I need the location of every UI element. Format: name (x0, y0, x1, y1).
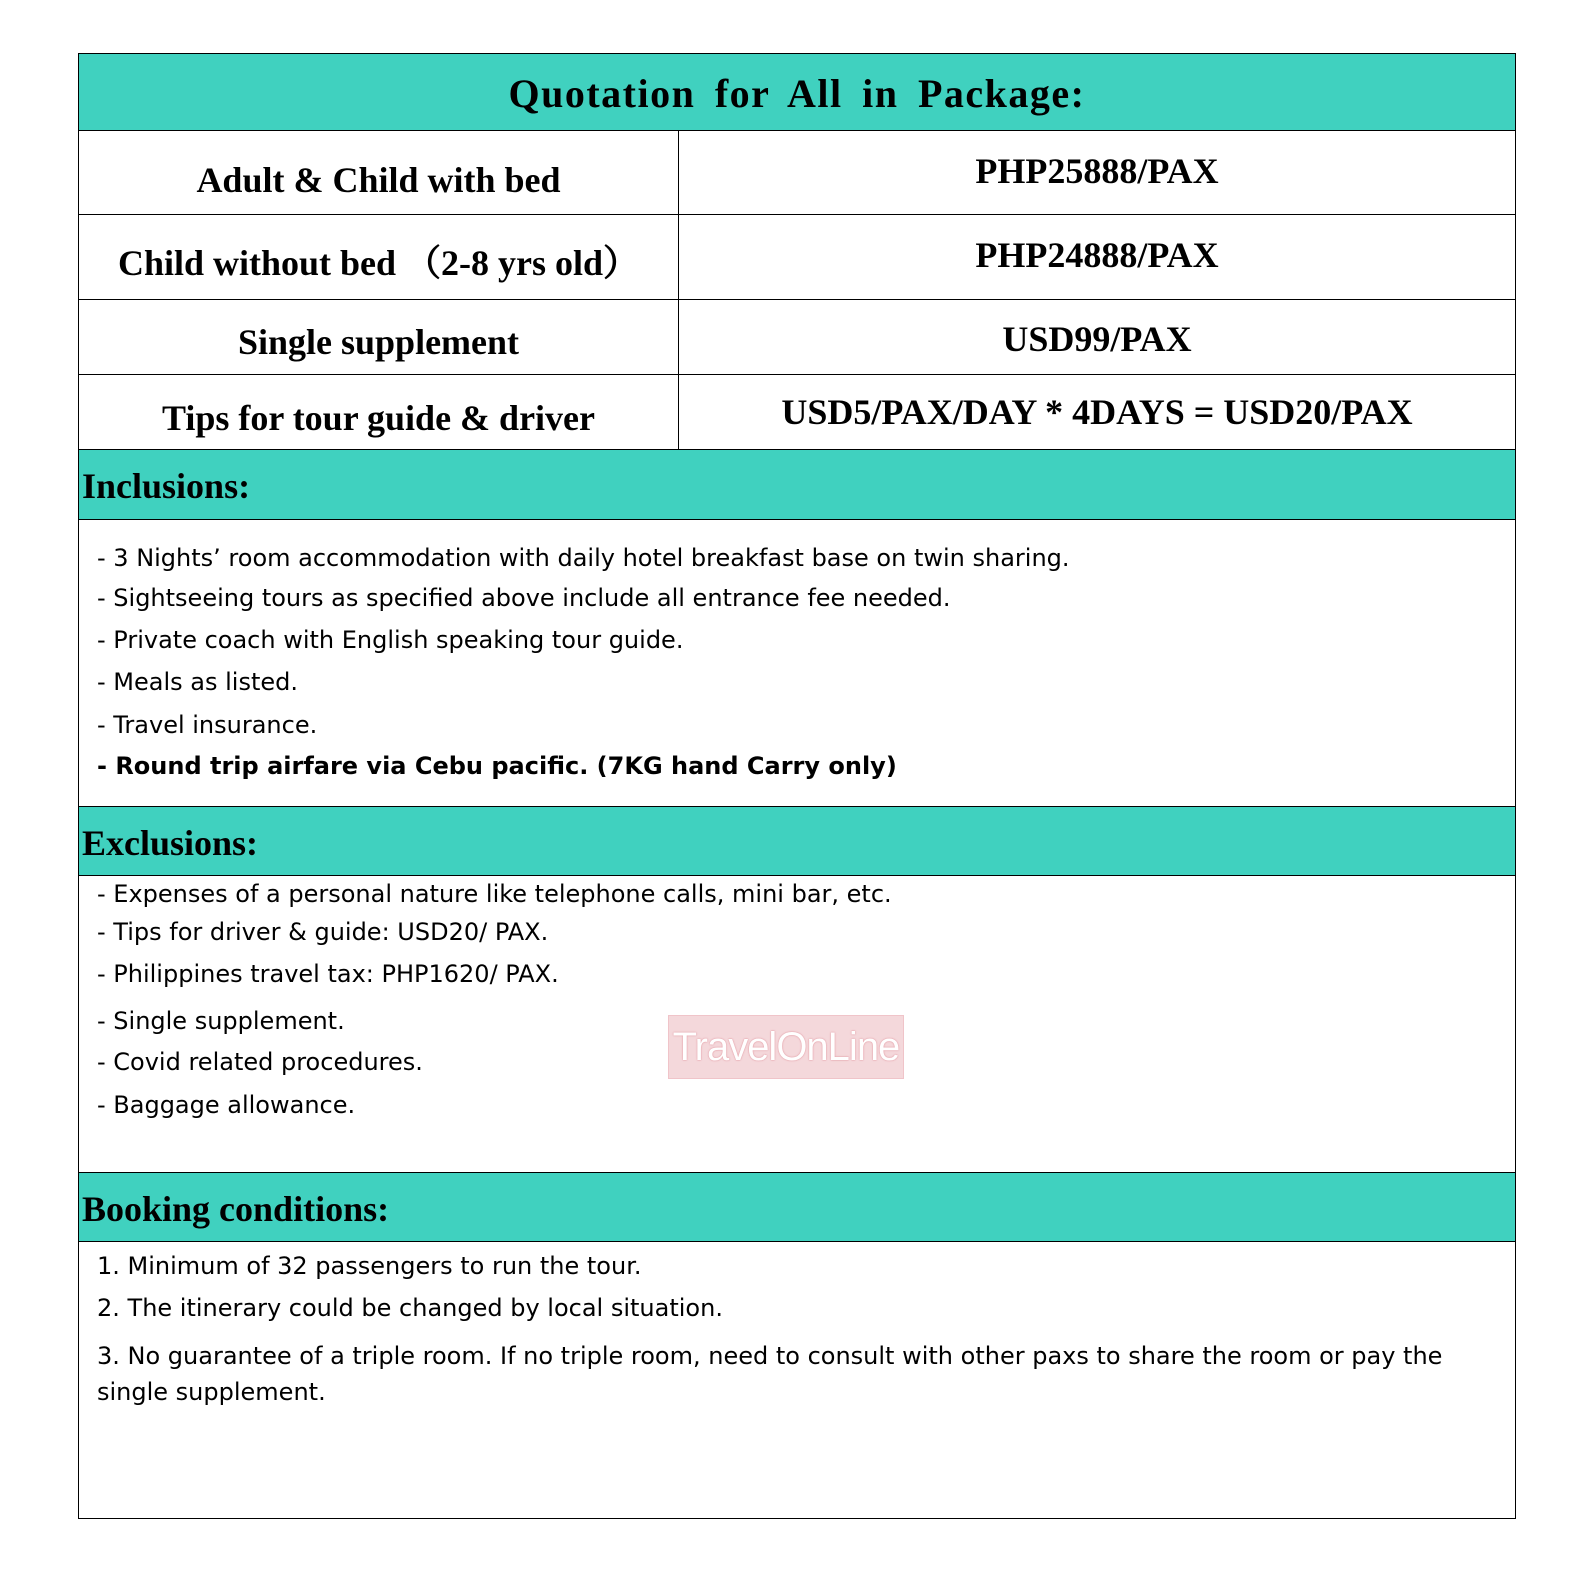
price-value: PHP24888/PAX (975, 235, 1219, 275)
list-item: - Tips for driver & guide: USD20/ PAX. (97, 918, 549, 946)
price-label: Adult & Child with bed (79, 131, 679, 214)
list-item: - Sightseeing tours as specified above include all entrance fee needed. (97, 584, 951, 612)
list-item: - Travel insurance. (97, 711, 318, 739)
inclusions-heading: Inclusions: (79, 449, 1515, 520)
list-item: - Meals as listed. (97, 668, 298, 696)
price-row-adult (79, 131, 1515, 215)
price-row-tips (79, 375, 1515, 450)
list-item: - Single supplement. (97, 1007, 345, 1035)
quotation-table (78, 53, 1516, 1519)
price-label: Single supplement (79, 300, 679, 374)
list-item: 1. Minimum of 32 passengers to run the tour. (97, 1252, 642, 1280)
booking-conditions-heading: Booking conditions: (79, 1172, 1515, 1242)
list-item: - Private coach with English speaking tour guide. (97, 626, 684, 654)
quotation-title: Quotation for All in Package: (79, 54, 1515, 131)
price-label: Child without bed （2-8 yrs old） (79, 215, 679, 299)
list-item: - 3 Nights’ room accommodation with daily hotel breakfast base on twin sharing. (97, 544, 1070, 572)
list-item: - Baggage allowance. (97, 1091, 356, 1119)
price-value: USD5/PAX/DAY * 4DAYS = USD20/PAX (781, 392, 1413, 432)
price-value: PHP25888/PAX (975, 151, 1219, 191)
list-item: - Covid related procedures. (97, 1048, 423, 1076)
list-item: 2. The itinerary could be changed by local situation. (97, 1294, 723, 1322)
list-item: - Expenses of a personal nature like telephone calls, mini bar, etc. (97, 880, 892, 908)
list-item: - Philippines travel tax: PHP1620/ PAX. (97, 960, 559, 988)
price-row-single-supplement (79, 300, 1515, 375)
travelonline-watermark-logo: TravelOnLine (668, 1015, 904, 1079)
price-label: Tips for tour guide & driver (79, 375, 679, 450)
exclusions-heading: Exclusions: (79, 806, 1515, 876)
list-item: - Round trip airfare via Cebu pacific. (7KG hand Carry only) (97, 752, 897, 780)
list-item: 3. No guarantee of a triple room. If no triple room, need to consult with other paxs to share the room or pay the single supplement. (97, 1342, 1443, 1406)
price-row-child-no-bed (79, 215, 1515, 300)
price-value: USD99/PAX (1002, 319, 1192, 359)
